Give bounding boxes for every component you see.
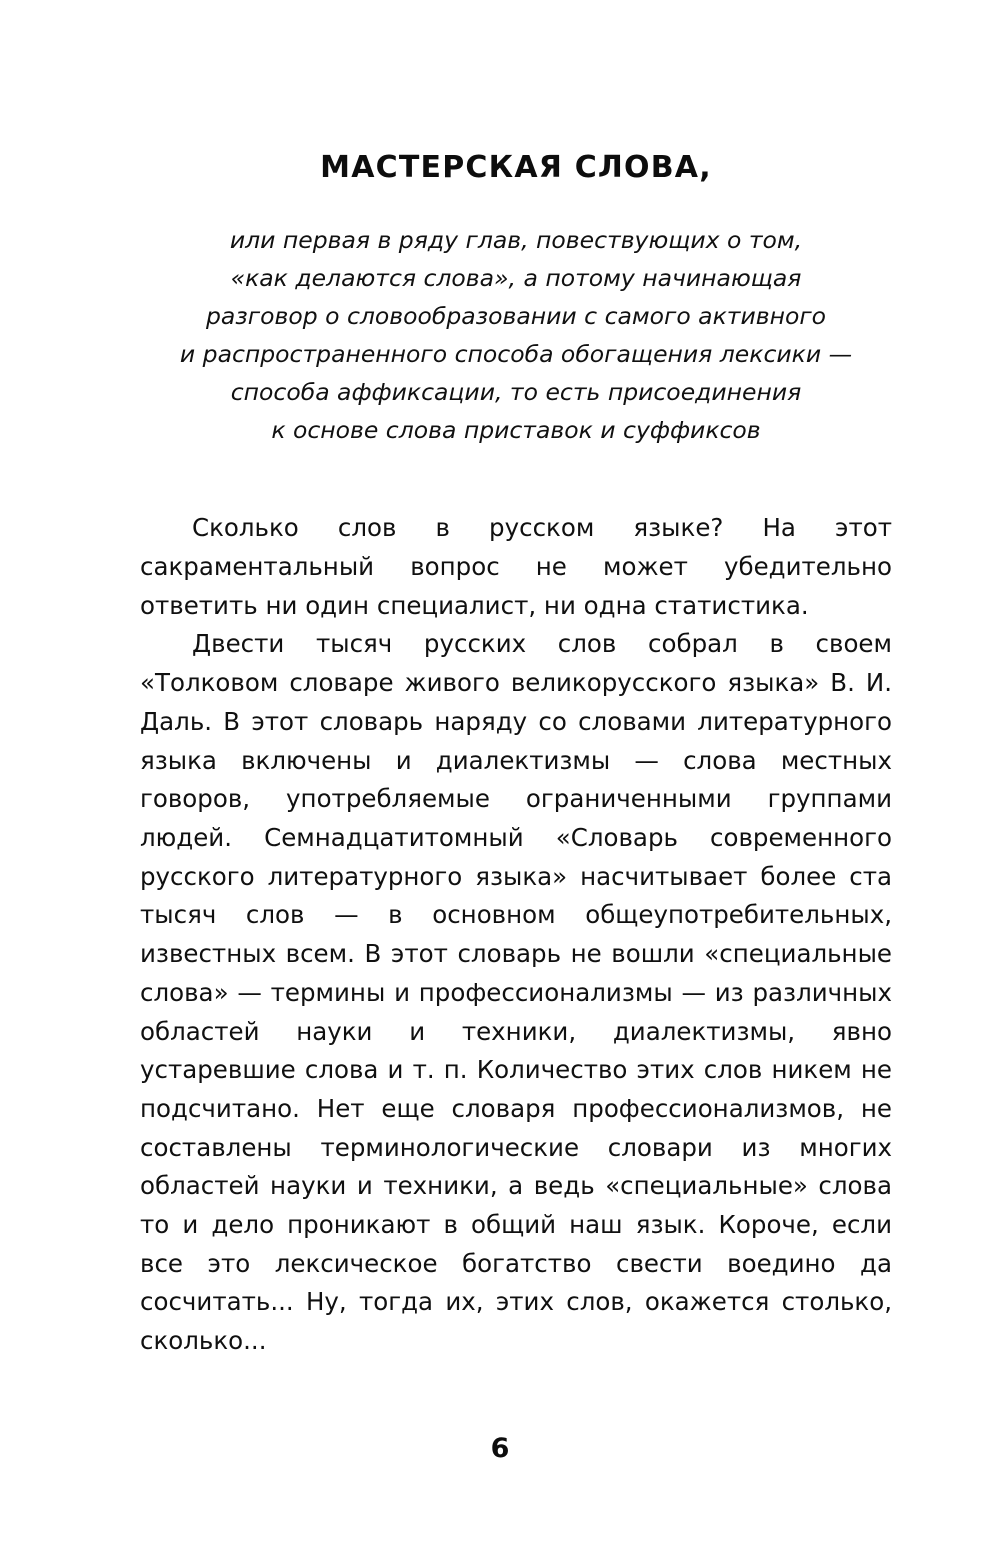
body-text bbox=[140, 509, 892, 1360]
subtitle-line: «как делаются слова», а потому начинающая bbox=[230, 264, 802, 293]
subtitle-line: к основе слова приставок и суффиксов bbox=[271, 416, 761, 445]
page-title: МАСТЕРСКАЯ СЛОВА, bbox=[320, 150, 712, 185]
subtitle-line: или первая в ряду глав, повествующих о том, bbox=[229, 226, 803, 254]
paragraph: Двести тысяч русских слов собрал в своем «Толковом словаре живого великорусского языка» В. И. Даль. В этот словарь наряду со словами литературного языка включены и диалектизмы — слова местных говоров, употребляемые ограниченными группами людей. Семнадцатитомный «Словарь современного русского литературного языка» насчитывает более ста тысяч слов — в основном общеупотребительных, известных всем. В этот словарь не вошли «специальные слова» — термины и профессионализмы — из различных областей науки и техники, диалектизмы, явно устаревшие слова и т. п. Количество этих слов никем не подсчитано. Нет еще словаря профессионализмов, не составлены терминологические словари из многих областей науки и техники, а ведь «специальные» слова то и дело проникают в общий наш язык. Короче, если все это лексическое богатство свести воедино да сосчитать... Ну, тогда их, этих слов, окажется столько, сколько... bbox=[140, 629, 892, 1356]
subtitle-line: и распространенного способа обогащения лексики — bbox=[179, 340, 853, 369]
paragraph: Сколько слов в русском языке? На этот сакраментальный вопрос не может убедительно ответить ни один специалист, ни одна статистика. bbox=[140, 513, 892, 620]
subtitle-line: разговор о словообразовании с самого активного bbox=[205, 302, 827, 331]
chapter-subtitle bbox=[150, 221, 882, 449]
subtitle-line: способа аффиксации, то есть присоединения bbox=[230, 378, 802, 407]
page-number: 6 bbox=[490, 1433, 510, 1464]
